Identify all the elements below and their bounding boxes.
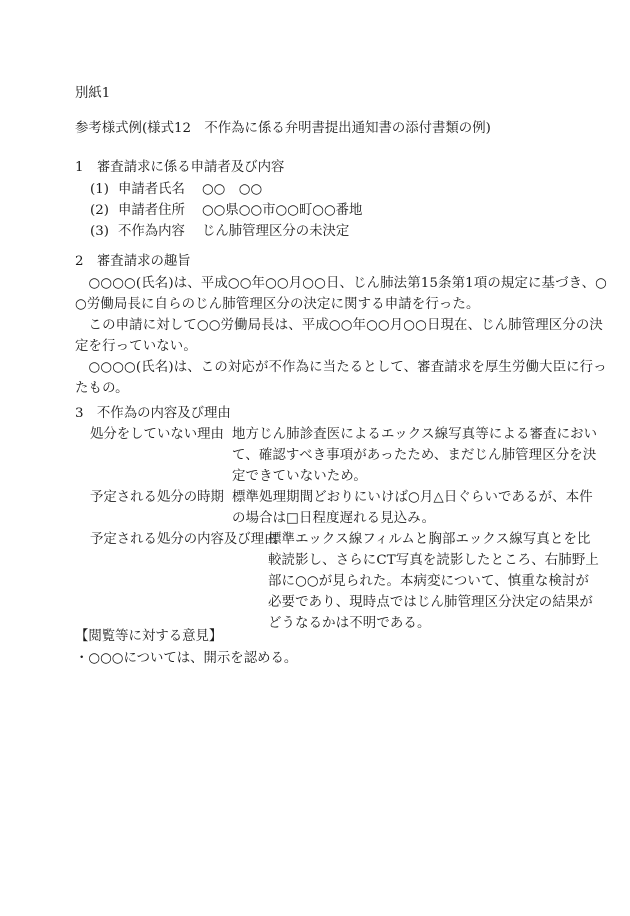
section1-heading: 1 審査請求に係る申請者及び内容 — [75, 160, 285, 175]
opinion-heading: 【閲覧等に対する意見】 — [75, 629, 223, 644]
section1-item-num: (2) — [90, 203, 109, 218]
section3-row-text: て、確認すべき事項があったため、まだじん肺管理区分を決 — [232, 448, 597, 463]
section2-heading: 2 審査請求の趣旨 — [75, 254, 191, 269]
section3-row-label: 処分をしていない理由 — [90, 427, 224, 442]
section1-item-label: 不作為内容 — [118, 224, 185, 239]
section3-row-text: 較読影し、さらにCT写真を読影したところ、右肺野上 — [268, 553, 599, 568]
section1-item-value: ○○ ○○ — [202, 182, 263, 197]
section1-item-label: 申請者住所 — [118, 203, 185, 218]
section1-item-num: (1) — [90, 182, 109, 197]
section3-row-text: 標準エックス線フィルムと胸部エックス線写真とを比 — [268, 532, 591, 547]
section3-row-text: 部に○○が見られた。本病変について、慎重な検討が — [268, 574, 590, 589]
annex-label: 別紙1 — [75, 86, 111, 101]
section3-row-text: 標準処理期間どおりにいけば○月△日ぐらいであるが、本件 — [232, 490, 593, 505]
form-title: 参考様式例(様式12 不作為に係る弁明書提出通知書の添付書類の例) — [75, 121, 491, 136]
section3-row-text: 必要であり、現時点ではじん肺管理区分決定の結果が — [268, 595, 593, 610]
section1-item-label: 申請者氏名 — [118, 182, 185, 197]
section1-item-value: ○○県○○市○○町○○番地 — [202, 203, 363, 218]
section2-paragraph-line: ○○○○(氏名)は、この対応が不作為に当たるとして、審査請求を厚生労働大臣に行っ — [75, 360, 607, 375]
section1-item-value: じん肺管理区分の未決定 — [202, 224, 350, 239]
opinion-bullet: ・○○○については、開示を認める。 — [75, 651, 298, 666]
section3-row-text: どうなるかは不明である。 — [268, 616, 431, 631]
section3-row-label: 予定される処分の時期 — [90, 490, 224, 505]
section2-paragraph-line: ○労働局長に自らのじん肺管理区分の決定に関する申請を行った。 — [75, 297, 480, 312]
section2-paragraph-line: 定を行っていない。 — [75, 339, 197, 354]
section3-row-text: 定できていないため。 — [232, 469, 367, 484]
section2-paragraph-line: たもの。 — [75, 381, 129, 396]
section3-row-text: の場合は□日程度遅れる見込み。 — [232, 511, 436, 526]
section2-paragraph-line: この申請に対して○○労働局長は、平成○○年○○月○○日現在、じん肺管理区分の決 — [75, 318, 603, 333]
section3-row-label: 予定される処分の内容及び理由 — [90, 532, 278, 547]
section3-heading: 3 不作為の内容及び理由 — [75, 406, 231, 421]
section3-row-text: 地方じん肺診査医によるエックス線写真等による審査におい — [232, 427, 598, 442]
section1-item-num: (3) — [90, 224, 109, 239]
section2-paragraph-line: ○○○○(氏名)は、平成○○年○○月○○日、じん肺法第15条第1項の規定に基づき、○ — [75, 276, 607, 291]
